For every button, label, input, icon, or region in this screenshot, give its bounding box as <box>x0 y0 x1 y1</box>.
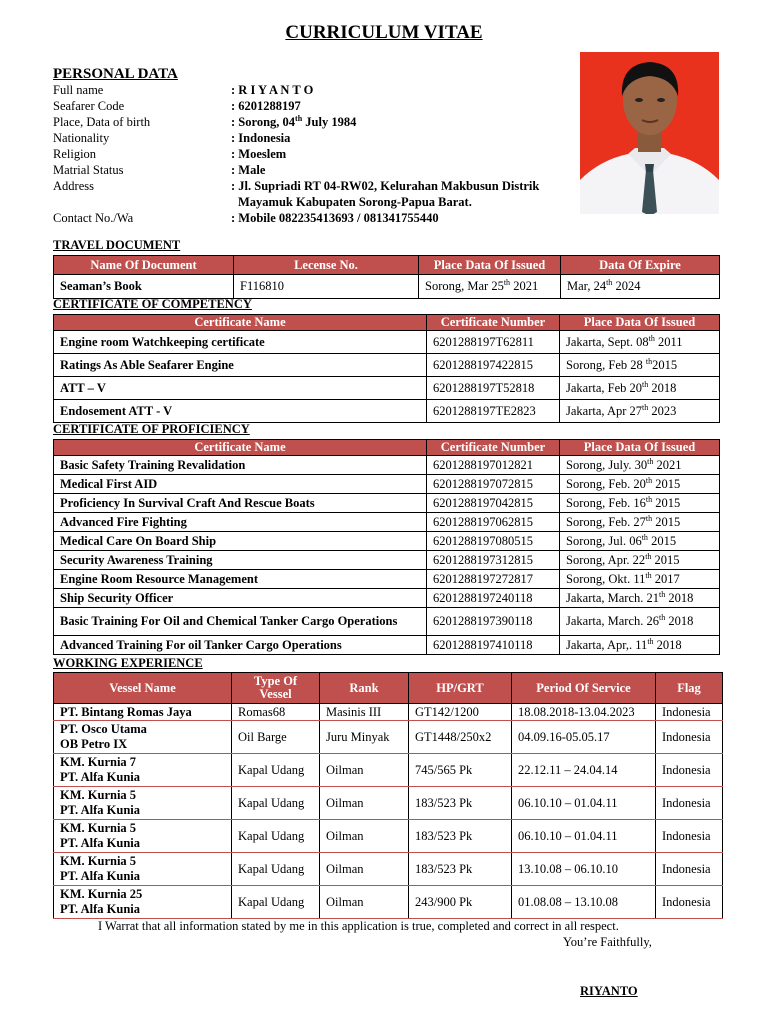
certificate-name: Ship Security Officer <box>54 589 427 608</box>
issued-date: Jakarta, Feb 20th 2018 <box>560 377 720 400</box>
license-number: F116810 <box>234 275 419 299</box>
certificate-number: 6201288197TE2823 <box>427 400 560 423</box>
table-row <box>54 331 720 354</box>
rank: Juru Minyak <box>320 721 409 754</box>
rank: Oilman <box>320 886 409 919</box>
issued-date: Sorong, Okt. 11th 2017 <box>560 570 720 589</box>
certificate-number: 6201288197072815 <box>427 475 560 494</box>
vessel-type: Romas68 <box>232 704 320 721</box>
competency-heading: CERTIFICATE OF COMPETENCY <box>53 297 252 311</box>
rank: Oilman <box>320 853 409 886</box>
proficiency-heading: CERTIFICATE OF PROFICIENCY <box>53 422 250 436</box>
certificate-number: 6201288197410118 <box>427 636 560 655</box>
vessel-name: KM. Kurnia 25 PT. Alfa Kunia <box>54 886 232 919</box>
certificate-name: Engine room Watchkeeping certificate <box>54 331 427 354</box>
hp-grt: 745/565 Pk <box>409 754 512 787</box>
issued-date: Sorong, Apr. 22th 2015 <box>560 551 720 570</box>
field-value: : Mobile 082235413693 / 081341755440 <box>231 211 439 225</box>
vessel-type: Kapal Udang <box>232 820 320 853</box>
issued-date: Sorong, July. 30th 2021 <box>560 456 720 475</box>
field-label: Nationality <box>53 131 110 145</box>
certificate-name: Endosement ATT - V <box>54 400 427 423</box>
column-header: Name Of Document <box>54 256 234 275</box>
certificate-number: 6201288197042815 <box>427 494 560 513</box>
certificate-number: 6201288197062815 <box>427 513 560 532</box>
issued-date: Jakarta, Sept. 08th 2011 <box>560 331 720 354</box>
field-value: : Male <box>231 163 266 177</box>
experience-heading: WORKING EXPERIENCE <box>53 656 203 670</box>
vessel-type: Oil Barge <box>232 721 320 754</box>
table-row <box>54 494 720 513</box>
person-portrait-icon <box>580 52 719 214</box>
table-row <box>54 820 723 853</box>
vessel-name: PT. Osco Utama OB Petro IX <box>54 721 232 754</box>
period-of-service: 06.10.10 – 01.04.11 <box>512 820 656 853</box>
document-name: Seaman’s Book <box>54 275 234 299</box>
column-header: Rank <box>320 673 409 704</box>
issued-date: Jakarta, Apr,. 11th 2018 <box>560 636 720 655</box>
field-value: : Indonesia <box>231 131 291 145</box>
column-header: Place Data Of Issued <box>560 440 720 456</box>
column-header: Lecense No. <box>234 256 419 275</box>
certificate-name: Advanced Fire Fighting <box>54 513 427 532</box>
table-row <box>54 570 720 589</box>
table-row <box>54 589 720 608</box>
flag: Indonesia <box>656 853 723 886</box>
period-of-service: 06.10.10 – 01.04.11 <box>512 787 656 820</box>
flag: Indonesia <box>656 820 723 853</box>
column-header: Period Of Service <box>512 673 656 704</box>
hp-grt: 183/523 Pk <box>409 787 512 820</box>
table-row <box>54 787 723 820</box>
issued-date: Sorong, Feb 28 $^{th}$2015 <box>560 354 720 377</box>
personal-data-heading: PERSONAL DATA <box>53 66 178 82</box>
column-header: Certificate Name <box>54 440 427 456</box>
issued-date: Jakarta, Apr 27th 2023 <box>560 400 720 423</box>
column-header: Certificate Number <box>427 315 560 331</box>
hp-grt: GT1448/250x2 <box>409 721 512 754</box>
table-row <box>54 377 720 400</box>
flag: Indonesia <box>656 886 723 919</box>
certificate-number: 6201288197T52818 <box>427 377 560 400</box>
certificate-name: Basic Training For Oil and Chemical Tanker Cargo Operations <box>54 608 427 636</box>
certificate-name: ATT – V <box>54 377 427 400</box>
table-row <box>54 475 720 494</box>
issued-date: Jakarta, March. 26th 2018 <box>560 608 720 636</box>
flag: Indonesia <box>656 704 723 721</box>
vessel-type: Kapal Udang <box>232 853 320 886</box>
field-value: Mayamuk Kabupaten Sorong-Papua Barat. <box>238 195 472 209</box>
certificate-name: Advanced Training For oil Tanker Cargo Operations <box>54 636 427 655</box>
period-of-service: 04.09.16-05.05.17 <box>512 721 656 754</box>
column-header: Place Data Of Issued <box>560 315 720 331</box>
certificate-name: Security Awareness Training <box>54 551 427 570</box>
rank: Oilman <box>320 820 409 853</box>
flag: Indonesia <box>656 787 723 820</box>
issued-date: Sorong, Feb. 20th 2015 <box>560 475 720 494</box>
field-value: : R I Y A N T O <box>231 83 314 97</box>
table-row <box>54 853 723 886</box>
certificate-name: Ratings As Able Seafarer Engine <box>54 354 427 377</box>
column-header: Certificate Number <box>427 440 560 456</box>
column-header: Vessel Name <box>54 673 232 704</box>
certificate-number: 6201288197272817 <box>427 570 560 589</box>
table-row <box>54 513 720 532</box>
field-label: Seafarer Code <box>53 99 125 113</box>
certificate-number: 6201288197T62811 <box>427 331 560 354</box>
vessel-name: KM. Kurnia 5 PT. Alfa Kunia <box>54 787 232 820</box>
field-value: : Moeslem <box>231 147 287 161</box>
table-row <box>54 354 720 377</box>
certificate-name: Medical First AID <box>54 475 427 494</box>
vessel-name: KM. Kurnia 7 PT. Alfa Kunia <box>54 754 232 787</box>
field-label: Full name <box>53 83 104 97</box>
field-label: Address <box>53 179 94 193</box>
field-label: Contact No./Wa <box>53 211 134 225</box>
column-header: Data Of Expire <box>561 256 720 275</box>
proficiency-table <box>53 439 720 655</box>
column-header: Place Data Of Issued <box>419 256 561 275</box>
hp-grt: 243/900 Pk <box>409 886 512 919</box>
hp-grt: 183/523 Pk <box>409 820 512 853</box>
vessel-name: PT. Bintang Romas Jaya <box>54 704 232 721</box>
certificate-name: Engine Room Resource Management <box>54 570 427 589</box>
expire-date: Mar, 24th 2024 <box>561 275 720 299</box>
document-title: CURRICULUM VITAE <box>285 22 483 43</box>
column-header: Type Of Vessel <box>232 673 320 704</box>
table-row <box>54 400 720 423</box>
issued-date: Sorong, Jul. 06th 2015 <box>560 532 720 551</box>
vessel-name: KM. Kurnia 5 PT. Alfa Kunia <box>54 820 232 853</box>
certificate-number: 6201288197422815 <box>427 354 560 377</box>
certificate-name: Proficiency In Survival Craft And Rescue Boats <box>54 494 427 513</box>
field-value: : Sorong, 04th July 1984 <box>231 113 357 129</box>
period-of-service: 18.08.2018-13.04.2023 <box>512 704 656 721</box>
issued-date: Sorong, Feb. 16th 2015 <box>560 494 720 513</box>
declaration-statement: I Warrat that all information stated by me in this application is true, completed and correct in all respect. <box>98 919 619 933</box>
table-row <box>54 636 720 655</box>
field-value: : Jl. Supriadi RT 04-RW02, Kelurahan Makbusun Distrik <box>231 179 540 193</box>
issued-date: Jakarta, March. 21th 2018 <box>560 589 720 608</box>
column-header: HP/GRT <box>409 673 512 704</box>
certificate-number: 6201288197080515 <box>427 532 560 551</box>
issued-date: Sorong, Feb. 27th 2015 <box>560 513 720 532</box>
field-label: Matrial Status <box>53 163 124 177</box>
column-header: Certificate Name <box>54 315 427 331</box>
certificate-number: 6201288197012821 <box>427 456 560 475</box>
table-row <box>54 886 723 919</box>
travel-document-heading: TRAVEL DOCUMENT <box>53 238 181 252</box>
flag: Indonesia <box>656 754 723 787</box>
hp-grt: 183/523 Pk <box>409 853 512 886</box>
table-row <box>54 721 723 754</box>
vessel-type: Kapal Udang <box>232 787 320 820</box>
table-row <box>54 754 723 787</box>
field-label: Religion <box>53 147 97 161</box>
profile-photo <box>580 52 719 214</box>
rank: Oilman <box>320 787 409 820</box>
experience-table <box>53 672 723 919</box>
table-row <box>54 532 720 551</box>
table-row <box>54 608 720 636</box>
certificate-name: Medical Care On Board Ship <box>54 532 427 551</box>
certificate-number: 6201288197390118 <box>427 608 560 636</box>
issued-date: Sorong, Mar 25th 2021 <box>419 275 561 299</box>
vessel-type: Kapal Udang <box>232 754 320 787</box>
hp-grt: GT142/1200 <box>409 704 512 721</box>
period-of-service: 13.10.08 – 06.10.10 <box>512 853 656 886</box>
rank: Masinis III <box>320 704 409 721</box>
table-row <box>54 551 720 570</box>
signature-name: RIYANTO <box>580 984 638 998</box>
period-of-service: 22.12.11 – 24.04.14 <box>512 754 656 787</box>
vessel-name: KM. Kurnia 5 PT. Alfa Kunia <box>54 853 232 886</box>
flag: Indonesia <box>656 721 723 754</box>
field-value: : 6201288197 <box>231 99 301 113</box>
certificate-number: 6201288197240118 <box>427 589 560 608</box>
table-row <box>54 704 723 721</box>
table-row <box>54 275 720 299</box>
competency-table <box>53 314 720 423</box>
column-header: Flag <box>656 673 723 704</box>
closing-text: You’re Faithfully, <box>563 935 652 949</box>
vessel-type: Kapal Udang <box>232 886 320 919</box>
travel-document-table <box>53 255 720 299</box>
period-of-service: 01.08.08 – 13.10.08 <box>512 886 656 919</box>
certificate-number: 6201288197312815 <box>427 551 560 570</box>
field-label: Place, Data of birth <box>53 115 151 129</box>
certificate-name: Basic Safety Training Revalidation <box>54 456 427 475</box>
rank: Oilman <box>320 754 409 787</box>
table-row <box>54 456 720 475</box>
